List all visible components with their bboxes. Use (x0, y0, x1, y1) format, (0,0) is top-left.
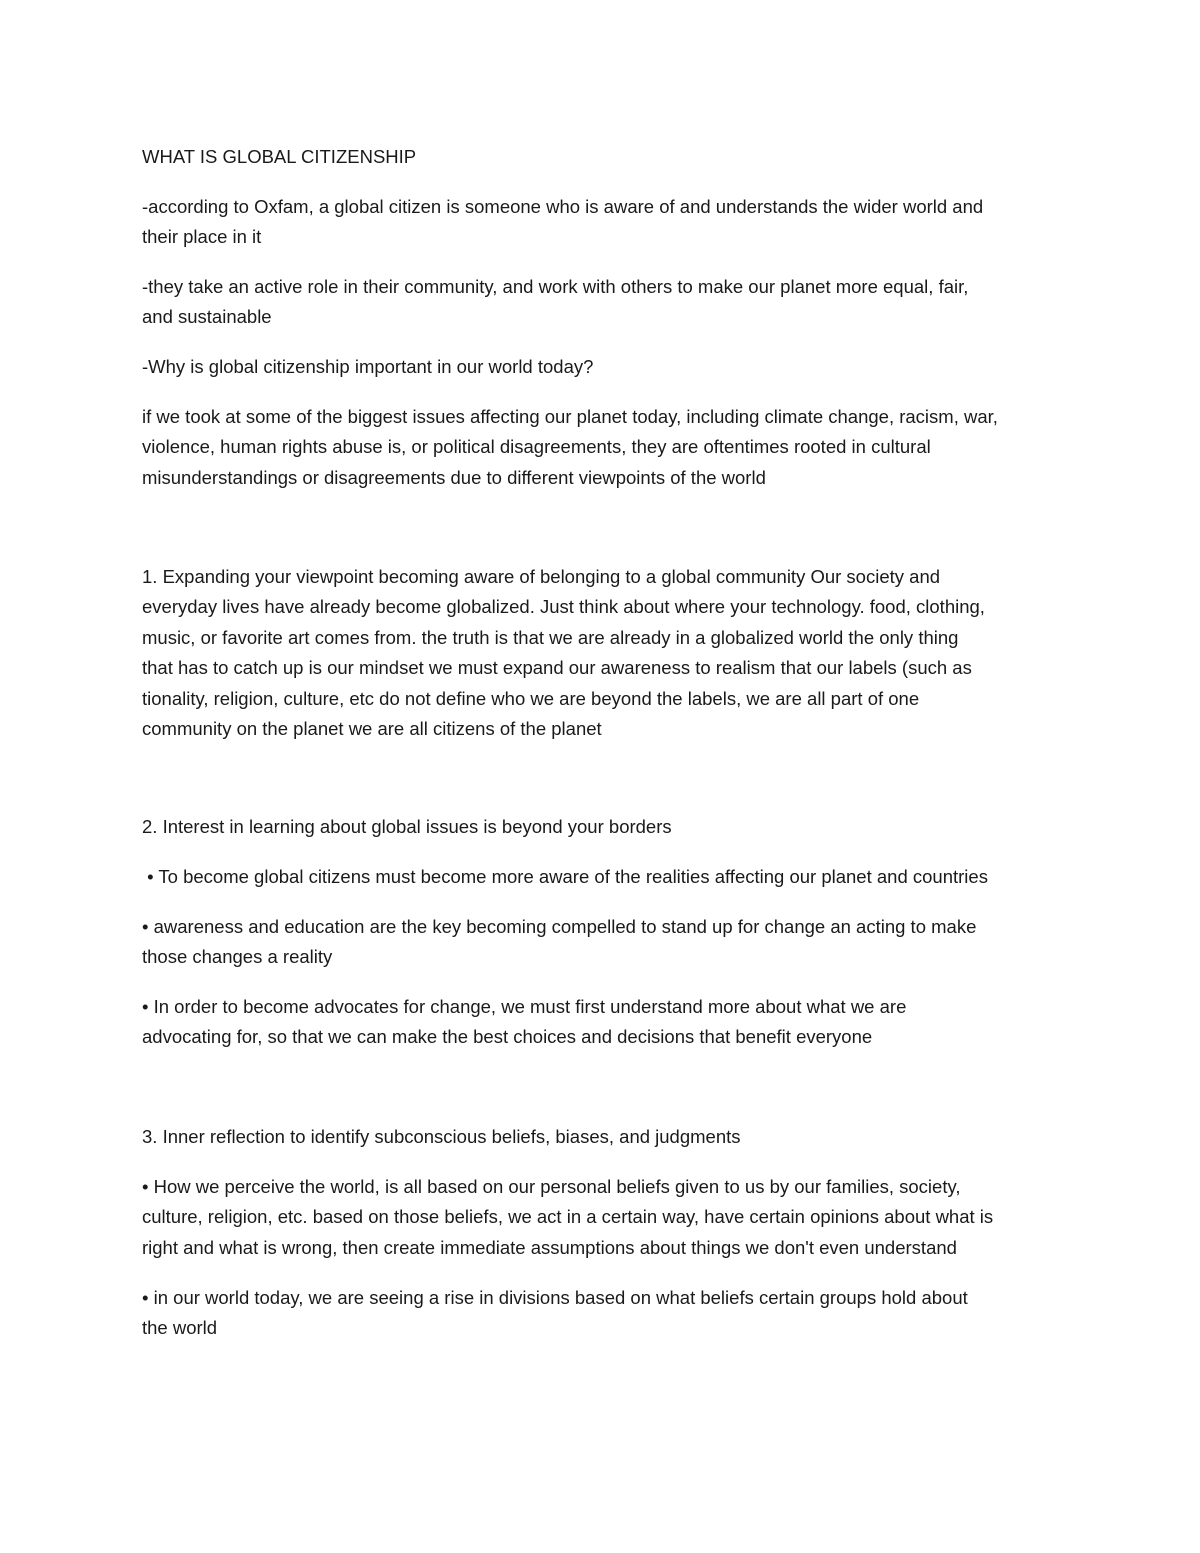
heading-text: 3. Inner reflection to identify subconscious beliefs, biases, and judgments (142, 1126, 741, 1147)
bullet-line: • In order to become advocates for change, we must first understand more about what we are (142, 996, 907, 1017)
paragraph-line: if we took at some of the biggest issues affecting our planet today, including climate change, racism, war, (142, 406, 998, 427)
section-2-bullet (142, 862, 1072, 892)
bullet-line: culture, religion, etc. based on those beliefs, we act in a certain way, have certain opinions about what is (142, 1206, 994, 1228)
document-title (142, 142, 1072, 172)
paragraph-line: -according to Oxfam, a global citizen is someone who is aware of and understands the wider world and (142, 196, 984, 217)
paragraph-line: and sustainable (142, 306, 272, 328)
paragraph-line: violence, human rights abuse is, or political disagreements, they are oftentimes rooted in cultural (142, 436, 931, 458)
paragraph-line: their place in it (142, 226, 262, 248)
paragraph-line: community on the planet we are all citizens of the planet (142, 718, 602, 740)
paragraph-line: misunderstandings or disagreements due to different viewpoints of the world (142, 466, 766, 488)
bullet-line: • awareness and education are the key becoming compelled to stand up for change an acting to make (142, 916, 977, 937)
question-text: -Why is global citizenship important in our world today? (142, 356, 594, 377)
bullet-text: • To become global citizens must become more aware of the realities affecting our planet and countries (142, 866, 988, 887)
issues-paragraph (142, 402, 1072, 493)
paragraph-line: -they take an active role in their community, and work with others to make our planet more equal, fair, (142, 276, 969, 297)
section-3-bullet (142, 1283, 1072, 1344)
section-2-bullet (142, 992, 1072, 1053)
paragraph-line: everyday lives have already become globalized. Just think about where your technology. food, clothing, (142, 596, 985, 618)
section-3-bullet (142, 1172, 1072, 1263)
active-role-paragraph (142, 272, 1072, 333)
paragraph-line: 1. Expanding your viewpoint becoming aware of belonging to a global community Our society and (142, 566, 941, 587)
paragraph-line: music, or favorite art comes from. the truth is that we are already in a globalized world the only thing (142, 626, 959, 648)
bullet-line: • in our world today, we are seeing a rise in divisions based on what beliefs certain groups hold about (142, 1287, 968, 1308)
bullet-line: those changes a reality (142, 946, 333, 968)
title-text: WHAT IS GLOBAL CITIZENSHIP (142, 146, 417, 167)
paragraph-line: tionality, religion, culture, etc do not define who we are beyond the labels, we are all part of one (142, 687, 920, 709)
section-1-paragraph (142, 562, 1072, 744)
bullet-line: right and what is wrong, then create immediate assumptions about things we don't even understand (142, 1236, 957, 1258)
bullet-line: the world (142, 1317, 218, 1339)
oxfam-definition-paragraph (142, 192, 1072, 253)
heading-text: 2. Interest in learning about global issues is beyond your borders (142, 816, 672, 837)
section-3-heading (142, 1122, 1072, 1152)
paragraph-line: that has to catch up is our mindset we must expand our awareness to realism that our labels (such as (142, 657, 972, 679)
bullet-line: advocating for, so that we can make the best choices and decisions that benefit everyone (142, 1026, 873, 1048)
section-2-bullet (142, 912, 1072, 973)
bullet-line: • How we perceive the world, is all based on our personal beliefs given to us by our families, society, (142, 1176, 961, 1197)
section-2-heading (142, 812, 1072, 842)
importance-question (142, 352, 1072, 382)
